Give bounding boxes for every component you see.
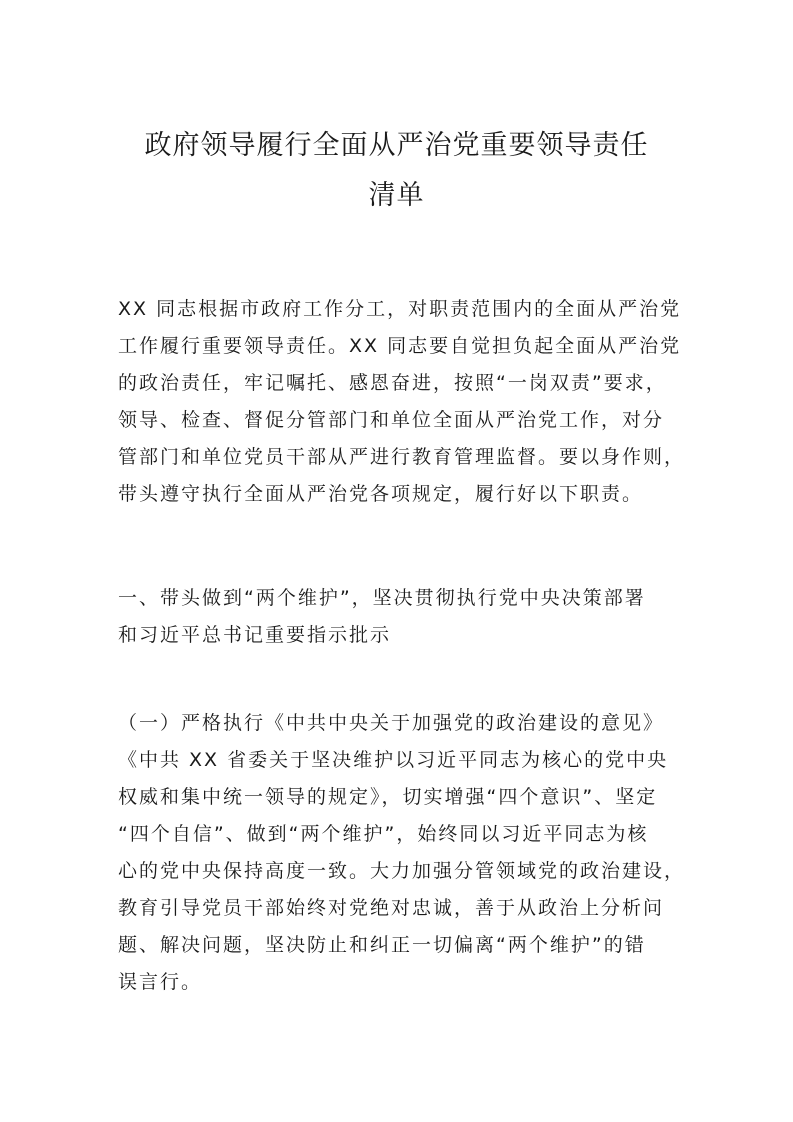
subsection-line: 教育引导党员干部始终对党绝对忠诚，善于从政治上分析问 — [118, 897, 665, 919]
intro-line: 带头遵守执行全面从严治党各项规定，履行好以下职责。 — [118, 483, 644, 505]
subsection-line: 《中共 XX 省委关于坚决维护以习近平同志为核心的党中央 — [118, 749, 669, 771]
section-heading-line: 和习近平总书记重要指示批示 — [118, 624, 392, 646]
subsection-line: 误言行。 — [118, 971, 203, 993]
section-heading-line: 一、带头做到“两个维护”，坚决贯彻执行党中央决策部署 — [118, 587, 646, 609]
subsection-line: （一）严格执行《中共中央关于加强党的政治建设的意见》 — [118, 712, 665, 734]
intro-line: 工作履行重要领导责任。XX 同志要自觉担负起全面从严治党 — [118, 335, 682, 357]
intro-line: XX 同志根据市政府工作分工，对职责范围内的全面从严治党 — [118, 298, 682, 320]
subsection-line: 题、解决问题，坚决防止和纠正一切偏离“两个维护”的错 — [118, 934, 646, 956]
intro-line: 的政治责任，牢记嘱托、感恩奋进，按照“一岗双责”要求， — [118, 372, 667, 394]
document-title-line-2: 清单 — [368, 180, 425, 211]
document-title-line-1: 政府领导履行全面从严治党重要领导责任 — [144, 130, 649, 161]
subsection-paragraph — [118, 705, 688, 1001]
subsection-line: 心的党中央保持高度一致。大力加强分管领域党的政治建设， — [118, 860, 686, 882]
intro-paragraph — [118, 291, 688, 513]
intro-line: 领导、检查、督促分管部门和单位全面从严治党工作，对分 — [118, 409, 665, 431]
intro-line: 管部门和单位党员干部从严进行教育管理监督。要以身作则， — [118, 446, 686, 468]
section-heading — [118, 580, 688, 654]
subsection-line: 权威和集中统一领导的规定》，切实增强“四个意识”、坚定 — [118, 786, 658, 808]
subsection-line: “四个自信”、做到“两个维护”，始终同以习近平同志为核 — [118, 823, 649, 845]
